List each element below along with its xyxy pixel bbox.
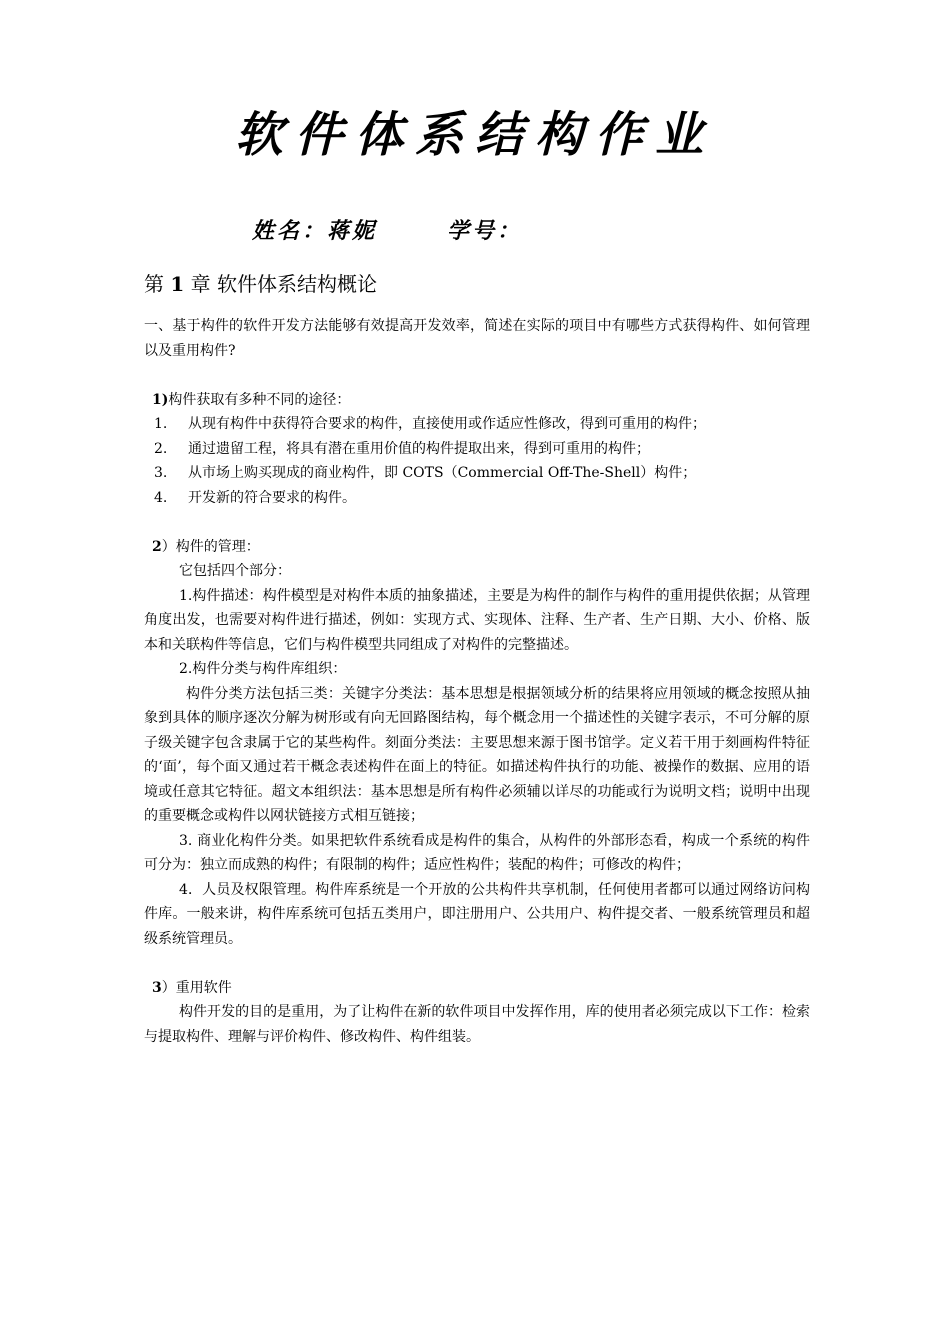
section-2-number: 2 (152, 538, 162, 555)
list-item-number: 2. (154, 440, 168, 457)
section-1-title: 构件获取有多种不同的途径： (168, 391, 351, 408)
paragraph: 3. 商业化构件分类。如果把软件系统看成是构件的集合，从构件的外部形态看，构成一个系统的构件可分为：独立而成熟的构件；有限制的构件；适应性构件；装配的构件；可修改的构件； (144, 832, 810, 873)
spacer (144, 363, 810, 388)
list-item-text: 开发新的符合要求的构件。 (188, 489, 356, 506)
list-item (144, 486, 810, 511)
section-3-number: 3 (152, 979, 162, 996)
paragraph: 构件开发的目的是重用，为了让构件在新的软件项目中发挥作用，库的使用者必须完成以下工作：检索与提取构件、理解与评价构件、修改构件、构件组装。 (144, 1004, 810, 1045)
list-item (144, 461, 810, 486)
document-body (144, 314, 810, 1049)
section-2-heading (144, 535, 810, 560)
paragraph: 1.构件描述：构件模型是对构件本质的抽象描述，主要是为构件的制作与构件的重用提供依据；从管理角度出发，也需要对构件进行描述，例如：实现方式、实现体、注释、生产者、生产日期、大小、价格、版本和关联构件等信息，它们与构件模型共同组成了对构件的完整描述。 (144, 587, 810, 653)
paragraph: 4．人员及权限管理。构件库系统是一个开放的公共构件共享机制，任何使用者都可以通过网络访问构件库。一般来讲，构件库系统可包括五类用户，即注册用户、公共用户、构件提交者、一般系统管理员和超级系统管理员。 (144, 881, 810, 947)
question-text: 一、基于构件的软件开发方法能够有效提高开发效率，简述在实际的项目中有哪些方式获得构件、如何管理以及重用构件? (144, 318, 810, 359)
section-3-heading (144, 976, 810, 1001)
author-name: 姓名：蒋妮 (252, 219, 378, 244)
chapter-number: 1 (170, 272, 185, 296)
section-1-heading (144, 388, 810, 413)
list-item (144, 437, 810, 462)
spacer (144, 951, 810, 976)
paragraph: 2.构件分类与构件库组织： (179, 661, 347, 677)
chapter-title: 章 软件体系结构概论 (190, 272, 377, 296)
chapter-heading (144, 268, 377, 297)
list-item-number: 4. (154, 489, 168, 506)
list-item-number: 3. (154, 465, 168, 481)
list-item-text: 从现有构件中获得符合要求的构件，直接使用或作适应性修改，得到可重用的构件； (188, 416, 706, 432)
list-item (144, 412, 810, 437)
list-item-text: 通过遗留工程，将具有潜在重用价值的构件提取出来，得到可重用的构件； (188, 440, 650, 457)
section-2-intro: 它包括四个部分： (179, 563, 291, 579)
section-3-title: ）重用软件 (161, 979, 232, 996)
student-id-label: 学号： (447, 219, 523, 244)
section-1-number: 1) (152, 391, 169, 408)
section-2-title: ）构件的管理： (161, 538, 260, 555)
spacer (144, 510, 810, 535)
list-item-text: 从市场上购买现成的商业构件，即 COTS（Commercial Off-The-Shell）构件； (188, 465, 697, 481)
chapter-prefix: 第 (144, 272, 164, 296)
document-title: 软件体系结构作业 (234, 107, 715, 163)
list-item-number: 1. (154, 416, 168, 432)
author-line (252, 214, 522, 245)
paragraph: 构件分类方法包括三类：关键字分类法：基本思想是根据领域分析的结果将应用领域的概念按照从抽象到具体的顺序逐次分解为树形或有向无回路图结构，每个概念用一个描述性的关键字表示，不可分解的原子级关键字包含隶属于它的某些构件。刻面分类法：主要思想来源于图书馆学。定义若干用于刻画构件特征的‘面’，每个面又通过若干概念表述构件在面上的特征。如描述构件执行的功能、被操作的数据、应用的语境或任意其它特征。超文本组织法：基本思想是所有构件必须辅以详尽的功能或行为说明文档；说明中出现的重要概念或构件以网状链接方式相互链接； (144, 685, 810, 824)
